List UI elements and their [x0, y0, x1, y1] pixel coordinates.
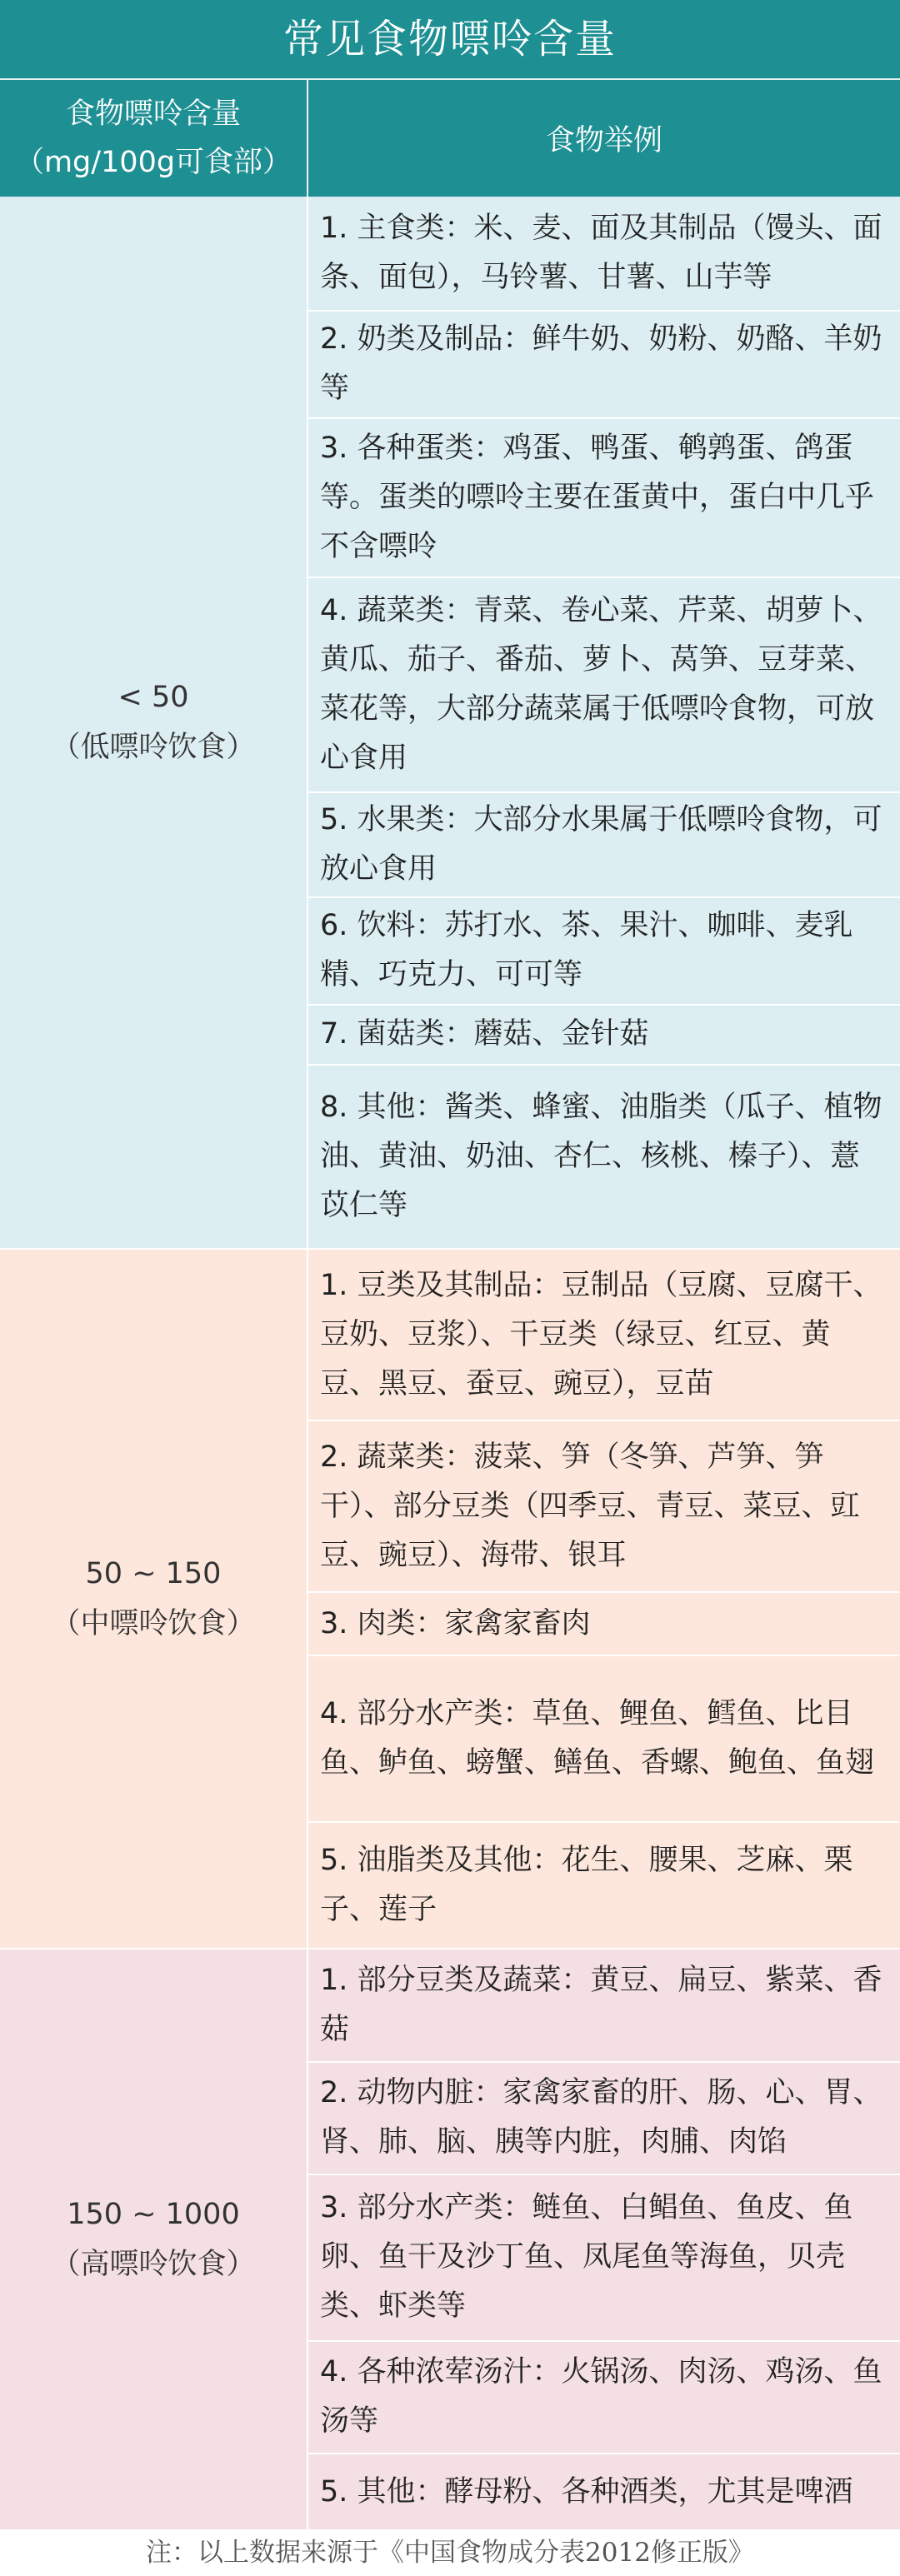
food-item: 1. 豆类及其制品：豆制品（豆腐、豆腐干、豆奶、豆浆）、干豆类（绿豆、红豆、黄豆、黑豆、蚕豆、豌豆），豆苗	[308, 1250, 900, 1421]
group-range-value: < 50	[118, 681, 189, 714]
food-item: 4. 蔬菜类：青菜、卷心菜、芹菜、胡萝卜、黄瓜、茄子、番茄、萝卜、莴笋、豆芽菜、菜花等，大部分蔬菜属于低嘌呤食物，可放心食用	[308, 578, 900, 792]
header-purine-content	[0, 80, 308, 197]
group-category-label: （中嘌呤饮食）	[51, 1607, 256, 1640]
food-item: 5. 水果类：大部分水果属于低嘌呤食物，可放心食用	[308, 793, 900, 898]
food-item: 2. 动物内脏：家禽家畜的肝、肠、心、胃、肾、肺、脑、胰等内脏，肉脯、肉馅	[308, 2063, 900, 2176]
header-purine-content-unit: （mg/100g可食部）	[14, 146, 292, 179]
group-mid-purine	[0, 1250, 900, 1949]
food-item: 3. 肉类：家禽家畜肉	[308, 1593, 900, 1656]
food-item: 2. 奶类及制品：鲜牛奶、奶粉、奶酪、羊奶等	[308, 312, 900, 419]
group-range-cell	[0, 1250, 308, 1948]
food-item: 3. 各种蛋类：鸡蛋、鸭蛋、鹌鹑蛋、鸽蛋等。蛋类的嘌呤主要在蛋黄中，蛋白中几乎不含嘌呤	[308, 419, 900, 579]
food-item: 6. 饮料：苏打水、茶、果汁、咖啡、麦乳精、巧克力、可可等	[308, 898, 900, 1006]
source-note: 注：以上数据来源于《中国食物成分表2012修正版》	[0, 2529, 900, 2576]
food-item: 7. 菌菇类：蘑菇、金针菇	[308, 1006, 900, 1066]
group-high-purine	[0, 1949, 900, 2531]
group-items	[308, 197, 900, 1248]
group-category-label: （高嘌呤饮食）	[51, 2248, 256, 2281]
group-items	[308, 1949, 900, 2529]
group-items	[308, 1250, 900, 1948]
header-food-examples: 食物举例	[545, 124, 662, 157]
food-item: 5. 油脂类及其他：花生、腰果、芝麻、栗子、莲子	[320, 1844, 853, 1926]
page-title: 常见食物嘌呤含量	[0, 0, 900, 78]
food-item: 2. 蔬菜类：菠菜、笋（冬笋、芦笋、笋干）、部分豆类（四季豆、青豆、菜豆、豇豆、豌豆）、海带、银耳	[308, 1421, 900, 1593]
group-range-value: 150 ~ 1000	[67, 2198, 240, 2231]
group-range-cell	[0, 197, 308, 1248]
food-item: 8. 其他：酱类、蜂蜜、油脂类（瓜子、植物油、黄油、奶油、杏仁、核桃、榛子）、薏苡仁等	[320, 1090, 882, 1222]
group-category-label: （低嘌呤饮食）	[51, 731, 256, 764]
food-item: 5. 其他：酵母粉、各种酒类，尤其是啤酒	[320, 2474, 853, 2509]
table-header	[0, 78, 900, 197]
group-range-cell	[0, 1949, 308, 2529]
food-item: 1. 主食类：米、麦、面及其制品（馒头、面条、面包），马铃薯、甘薯、山芋等	[308, 197, 900, 312]
food-item: 4. 部分水产类：草鱼、鲤鱼、鳕鱼、比目鱼、鲈鱼、螃蟹、鳝鱼、香螺、鲍鱼、鱼翅	[308, 1656, 900, 1823]
food-item: 4. 各种浓荤汤汁：火锅汤、肉汤、鸡汤、鱼汤等	[308, 2342, 900, 2455]
header-purine-content-label: 食物嘌呤含量	[65, 97, 241, 131]
food-item: 3. 部分水产类：鲢鱼、白鲳鱼、鱼皮、鱼卵、鱼干及沙丁鱼、凤尾鱼等海鱼，贝壳类、虾类等	[308, 2175, 900, 2341]
group-low-purine	[0, 197, 900, 1250]
food-item: 1. 部分豆类及蔬菜：黄豆、扁豆、紫菜、香菇	[308, 1949, 900, 2063]
group-range-value: 50 ~ 150	[85, 1557, 222, 1590]
